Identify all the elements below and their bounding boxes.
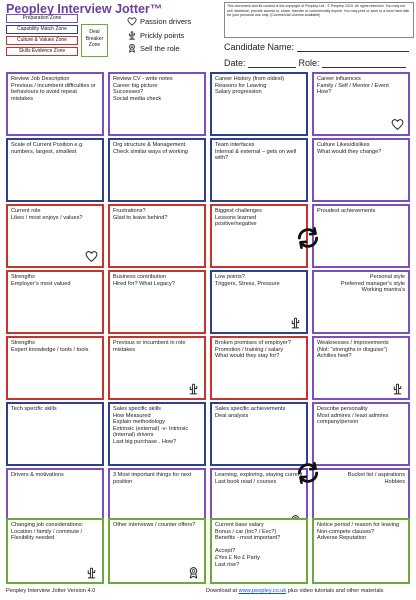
cell-review-cv <box>108 72 206 136</box>
cell-text: Sales specific skills How Measured Explain methodology Extrinsic (external) -v- Intrinsic (internal) drivers Last big purchase . How? <box>113 406 189 445</box>
cell-biggest-challenges <box>210 204 308 268</box>
cell-strengths-expert <box>6 336 104 400</box>
cell-sales-achievements <box>210 402 308 466</box>
role-line[interactable] <box>322 59 406 68</box>
legend-passion-label: Passion drivers <box>140 17 192 26</box>
cell-text: Review Job Description Previous / incumbent difficulties or behaviours to avoid repeat mistakes <box>11 76 96 102</box>
cell-text: Team interfaces Internal & external – gets on well with? <box>215 142 297 162</box>
cactus-icon <box>187 382 200 395</box>
download-link[interactable]: www.peopley.co.uk <box>238 588 287 594</box>
legend-preparation-zone: Preparation Zone <box>6 14 78 23</box>
cell-text: Strengths Employer’s most valued <box>11 274 71 287</box>
candidate-name-field[interactable] <box>224 42 409 52</box>
cell-business-contribution <box>108 270 206 334</box>
candidate-name-label: Candidate Name: <box>224 42 295 52</box>
legend-prickly-points <box>127 30 184 40</box>
role-label: Role: <box>298 58 320 68</box>
award-icon <box>187 566 200 579</box>
cell-text: Tech specific skills <box>11 406 57 412</box>
cell-current-salary <box>210 518 308 584</box>
cell-text: Broken promises of employer? Promotion / training / salary What would they stay for? <box>215 340 291 360</box>
cell-notice-period <box>312 518 410 584</box>
cell-frustrations <box>108 204 206 268</box>
cell-text: Describe personality Most admires / least admires company/person <box>317 406 389 426</box>
cell-text: Drivers & motivations <box>11 472 64 478</box>
cell-text: Bucket list / aspirations Hobbies <box>347 472 405 485</box>
cell-changing-job <box>6 518 104 584</box>
footer-download-prefix: Download at <box>206 588 238 594</box>
cell-other-interviews <box>108 518 206 584</box>
cell-strengths-employer <box>6 270 104 334</box>
cell-low-points <box>210 270 308 334</box>
cycle-arrows-icon <box>295 460 321 486</box>
cell-text: Low points? Triggers, Stress, Pressure <box>215 274 280 287</box>
cactus-icon <box>391 382 404 395</box>
cell-text: Previous or incumbent in role mistakes <box>113 340 186 353</box>
cell-text: Current base salary Bonus / car (Inc? / Exc?) Benefits - most important? Accept? £Yes £ No £ Party Last rise? <box>215 522 281 568</box>
legend-skills-zone: Skills Evidence Zone <box>6 47 78 56</box>
cell-text: Review CV - write notes Career big picture Successes? Social media check <box>113 76 173 102</box>
cycle-arrows-icon <box>295 225 321 251</box>
cell-broken-promises <box>210 336 308 400</box>
cell-text: Current role Likes / most enjoys / values? <box>11 208 83 221</box>
cell-text: Changing job considerations: Location / family / commute / Flexibility needed <box>11 522 84 542</box>
cell-sales-skills <box>108 402 206 466</box>
legend-sell-role <box>127 43 180 53</box>
heart-icon <box>391 118 404 131</box>
cell-review-job-description <box>6 72 104 136</box>
heart-icon <box>127 17 137 26</box>
footer-version: Peopley Interview Jotter Version 4.0 <box>6 588 96 594</box>
cell-text: Weaknesses / improvements (Not: “strengths in disguise”) Achilles heel? <box>317 340 389 360</box>
legend-prickly-label: Prickly points <box>140 30 185 40</box>
legend-capability-zone: Capability Match Zone <box>6 25 78 34</box>
footer-download <box>206 588 383 594</box>
cell-text: Org structure & Management. Check similar ways of working <box>113 142 188 155</box>
cell-text: Proudest achievements <box>317 208 376 214</box>
cell-text: Frustrations? Glad to leave behind? <box>113 208 168 221</box>
cell-text: Sales specific achievements Deal analysis <box>215 406 286 419</box>
cactus-icon <box>127 30 137 40</box>
cell-describe-personality <box>312 402 410 466</box>
award-icon <box>127 43 137 53</box>
cell-text: Personal style Preferred manager’s style Working mantra’s <box>340 274 405 294</box>
cell-current-role <box>6 204 104 268</box>
copyright-notice: This document and its content is the copyright of Peopley Ltd - © Peopley 2019. All rights reserved. You may not sell, distribute, provide access to, share, transfer or commercially exploit. You may print or save to a local hard disk for your personal use only. (Commercial License Available) <box>224 2 414 38</box>
cactus-icon <box>289 316 302 329</box>
cell-scale-current-position <box>6 138 104 202</box>
cell-career-history <box>210 72 308 136</box>
cell-text: Strengths Expert knowledge / tools / tools <box>11 340 89 353</box>
cell-proudest-achievements <box>312 204 410 268</box>
cell-text: Biggest challenges Lessons learned positive/negative <box>215 208 262 228</box>
page-title: Peopley Interview Jotter™ <box>6 2 163 16</box>
heart-icon <box>85 250 98 263</box>
cell-tech-skills <box>6 402 104 466</box>
cell-previous-mistakes <box>108 336 206 400</box>
date-role-field[interactable] <box>224 58 406 68</box>
cell-career-influences <box>312 72 410 136</box>
legend-passion-drivers <box>127 17 191 26</box>
cell-text: Scale of Current Position e.g. numbers, largest, smallest <box>11 142 84 155</box>
cell-org-structure <box>108 138 206 202</box>
cell-culture-likes <box>312 138 410 202</box>
footer-download-suffix: plus video tutorials and other materials <box>287 588 384 594</box>
cell-text: Notice period / reason for leaving Non-compete clauses? Adverse Reputation <box>317 522 400 542</box>
date-line[interactable] <box>248 59 296 68</box>
date-label: Date: <box>224 58 246 68</box>
cell-text: Learning, exploring, staying current Last book read / courses <box>215 472 303 485</box>
cell-text: Business contribution Hired for? What Legacy? <box>113 274 175 287</box>
cell-team-interfaces <box>210 138 308 202</box>
legend-culture-zone: Culture & Values Zone <box>6 36 78 45</box>
cell-text: 3 Most important things for next position <box>113 472 192 485</box>
candidate-name-line[interactable] <box>297 43 409 52</box>
cell-text: Culture Likes/dislikes What would they change? <box>317 142 382 155</box>
cell-text: Other interviews / counter offers? <box>113 522 196 528</box>
cell-text: Career History (from oldest) Reasons for Leaving Salary progression <box>215 76 285 96</box>
cell-text: Career influences Family / Self / Mentor / Event How? <box>317 76 389 96</box>
legend-deal-breaker-zone: Deal Breaker Zone <box>81 24 108 57</box>
legend-sell-label: Sell the role <box>140 43 180 53</box>
cell-personal-style <box>312 270 410 334</box>
cell-weaknesses <box>312 336 410 400</box>
cactus-icon <box>85 566 98 579</box>
